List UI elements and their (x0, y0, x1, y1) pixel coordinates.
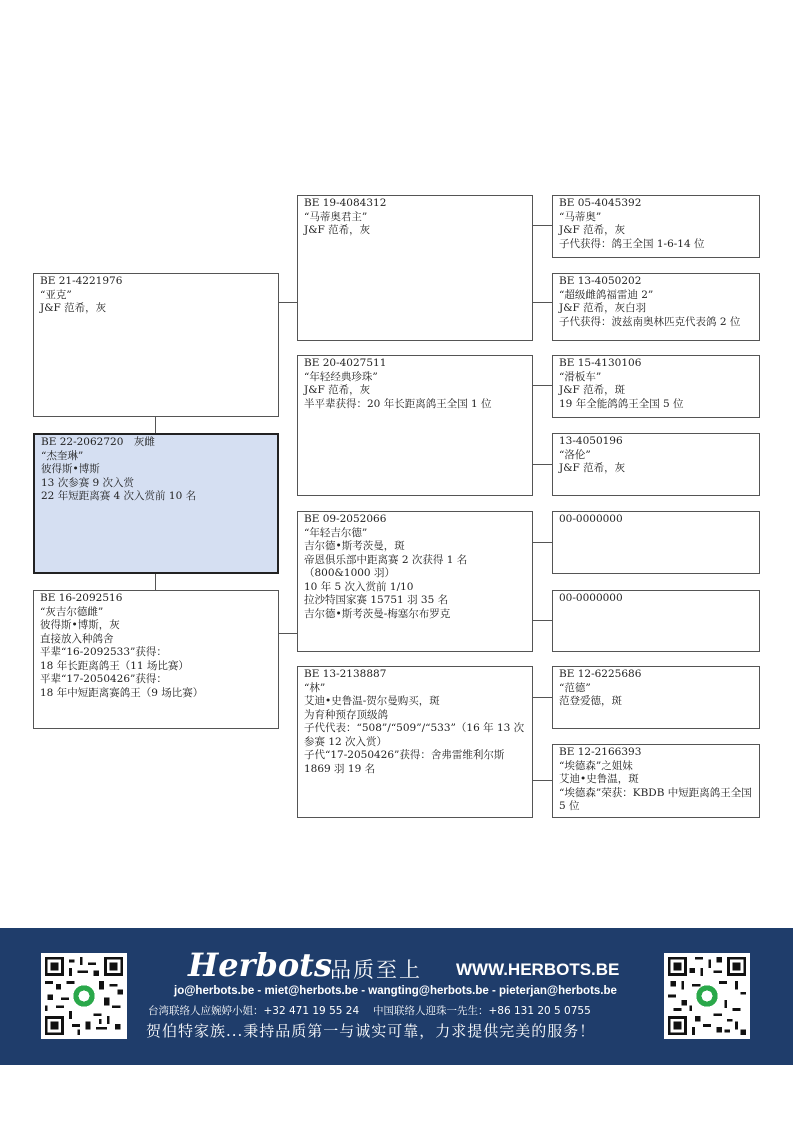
ring-number: BE 22-2062720 灰雌 (41, 436, 155, 448)
sire-dam-card (297, 355, 533, 496)
ring-number: BE 13-4050202 (559, 275, 642, 287)
ring-number: 00-0000000 (559, 592, 623, 604)
connector (533, 225, 552, 226)
pedigree-line: “埃德森”荣获：KBDB 中短距离鸽王全国 5 位 (559, 786, 756, 812)
pedigree-line: J&F 范希，灰 (304, 384, 371, 396)
pedigree-line: 帝恩俱乐部中距离赛 2 次获得 1 名（800&1000 羽） (304, 553, 468, 579)
pedigree-line: 13 次参赛 9 次入赏 (41, 476, 135, 489)
pedigree-line: 10 年 5 次入赏前 1/10 (304, 580, 414, 593)
pedigree-line: “林” (304, 681, 326, 694)
wechat-qr-code-left[interactable] (41, 953, 127, 1039)
connector (533, 697, 552, 698)
ring-number: 00-0000000 (559, 513, 623, 525)
pedigree-line: 直接放入种鸽舍 (40, 632, 114, 645)
ring-number: BE 15-4130106 (559, 357, 642, 369)
pedigree-line: 拉沙特国家赛 15751 羽 35 名 (304, 594, 449, 606)
ddd-card (552, 744, 760, 818)
connector (533, 542, 552, 543)
sire-card (33, 273, 279, 417)
connector (279, 633, 297, 634)
pedigree-line: 彼得斯•博斯，灰 (40, 619, 120, 631)
pedigree-line: 18 年长距离鸽王（11 场比赛） (40, 659, 189, 672)
pedigree-line: J&F 范希，灰白羽 (559, 302, 647, 314)
ssd-card (552, 273, 760, 341)
pedigree-line: 半平辈获得：20 年长距离鸽王全国 1 位 (304, 397, 492, 410)
pedigree-line: 子代获得：鸽王全国 1-6-14 位 (559, 237, 705, 250)
pedigree-line: 平辈“17-2050426”获得： (40, 673, 167, 685)
pedigree-line: 19 年全能鸽鸽王全国 5 位 (559, 397, 684, 410)
herbots-logo: Herbots (188, 946, 332, 984)
pedigree-line: 子代“17-2050426”获得：舍弗雷维利尔斯 1869 羽 19 名 (304, 749, 508, 775)
slogan: 贺伯特家族...秉持品质第一与诚实可靠，力求提供完美的服务！ (146, 1022, 596, 1040)
connector (279, 302, 297, 303)
pedigree-line: 艾迪•史鲁温-贺尔曼购买，斑 (304, 695, 440, 707)
pedigree-line: 为育种预存顶级鸽 (304, 708, 388, 721)
pedigree-line: 范登爱德，斑 (559, 695, 622, 707)
dsd-card (552, 590, 760, 652)
pedigree-line: “杰奎琳” (41, 449, 84, 462)
connector (533, 780, 552, 781)
ring-number: BE 20-4027511 (304, 357, 387, 369)
pedigree-line: J&F 范希，灰 (40, 302, 107, 314)
sss-card (552, 195, 760, 258)
pedigree-line: “亚克” (40, 288, 72, 301)
pedigree-line: J&F 范希，灰 (559, 224, 626, 236)
ring-number: BE 12-6225686 (559, 668, 642, 680)
website-link[interactable]: WWW.HERBOTS.BE (456, 960, 620, 979)
pedigree-line: 子代代表：“508”/“509”/“533”（16 年 13 次参赛 12 次入赏） (304, 722, 525, 748)
pedigree-line: J&F 范希，灰 (559, 462, 626, 474)
pedigree-line: “滑板车” (559, 370, 602, 383)
pedigree-line: 18 年中短距离赛鸽王（9 场比赛） (40, 686, 204, 699)
pedigree-line: J&F 范希，灰 (304, 224, 371, 236)
ring-number: BE 12-2166393 (559, 746, 642, 758)
pedigree-line: “范德” (559, 681, 591, 694)
tagline: 品质至上 (330, 958, 422, 982)
ring-number: 13-4050196 (559, 435, 623, 447)
contact-phones: 台湾联络人应婉婷小姐：+32 471 19 55 24 中国联络人迎珠一先生：+86 131 20 5 0755 (148, 1005, 591, 1017)
pedigree-line: 吉尔德•斯考茨曼-梅塞尔布罗克 (304, 607, 451, 620)
ring-number: BE 05-4045392 (559, 197, 642, 209)
ring-number: BE 13-2138887 (304, 668, 387, 680)
sire-sire-card (297, 195, 533, 341)
subject-card (33, 433, 279, 574)
connector (533, 620, 552, 621)
connector (155, 417, 156, 433)
dam-sire-card (297, 511, 533, 652)
pedigree-line: “年轻经典珍珠” (304, 370, 378, 383)
pedigree-line: “超级雌鸽福雷迪 2” (559, 288, 654, 301)
pedigree-line: “马蒂奥君主” (304, 210, 368, 223)
pedigree-line: “洛伦” (559, 448, 591, 461)
dds-card (552, 666, 760, 729)
email-links[interactable]: jo@herbots.be - miet@herbots.be - wangting@herbots.be - pieterjan@herbots.be (174, 985, 617, 997)
sdd-card (552, 433, 760, 496)
pedigree-line: 平辈“16-2092533”获得： (40, 646, 167, 658)
dam-dam-card (297, 666, 533, 818)
pedigree-line: 艾迪•史鲁温，斑 (559, 773, 639, 785)
sds-card (552, 355, 760, 418)
connector (533, 385, 552, 386)
ring-number: BE 16-2092516 (40, 592, 123, 604)
pedigree-line: “灰吉尔德雌” (40, 605, 104, 618)
connector (533, 302, 552, 303)
pedigree-line: 吉尔德•斯考茨曼，斑 (304, 540, 405, 552)
connector (155, 574, 156, 590)
dam-card (33, 590, 279, 729)
ring-number: BE 09-2052066 (304, 513, 387, 525)
pedigree-line: “年轻吉尔德” (304, 526, 368, 539)
ring-number: BE 19-4084312 (304, 197, 387, 209)
pedigree-line: 子代获得：波兹南奥林匹克代表鸽 2 位 (559, 315, 741, 328)
ring-number: BE 21-4221976 (40, 275, 123, 287)
wechat-qr-code-right[interactable] (664, 953, 750, 1039)
pedigree-line: J&F 范希，斑 (559, 384, 626, 396)
pedigree-line: 彼得斯•博斯 (41, 463, 100, 475)
connector (533, 464, 552, 465)
pedigree-line: “埃德森”之姐妹 (559, 759, 633, 772)
pedigree-line: 22 年短距离赛 4 次入赏前 10 名 (41, 490, 197, 502)
dss-card (552, 511, 760, 574)
pedigree-line: “马蒂奥” (559, 210, 602, 223)
